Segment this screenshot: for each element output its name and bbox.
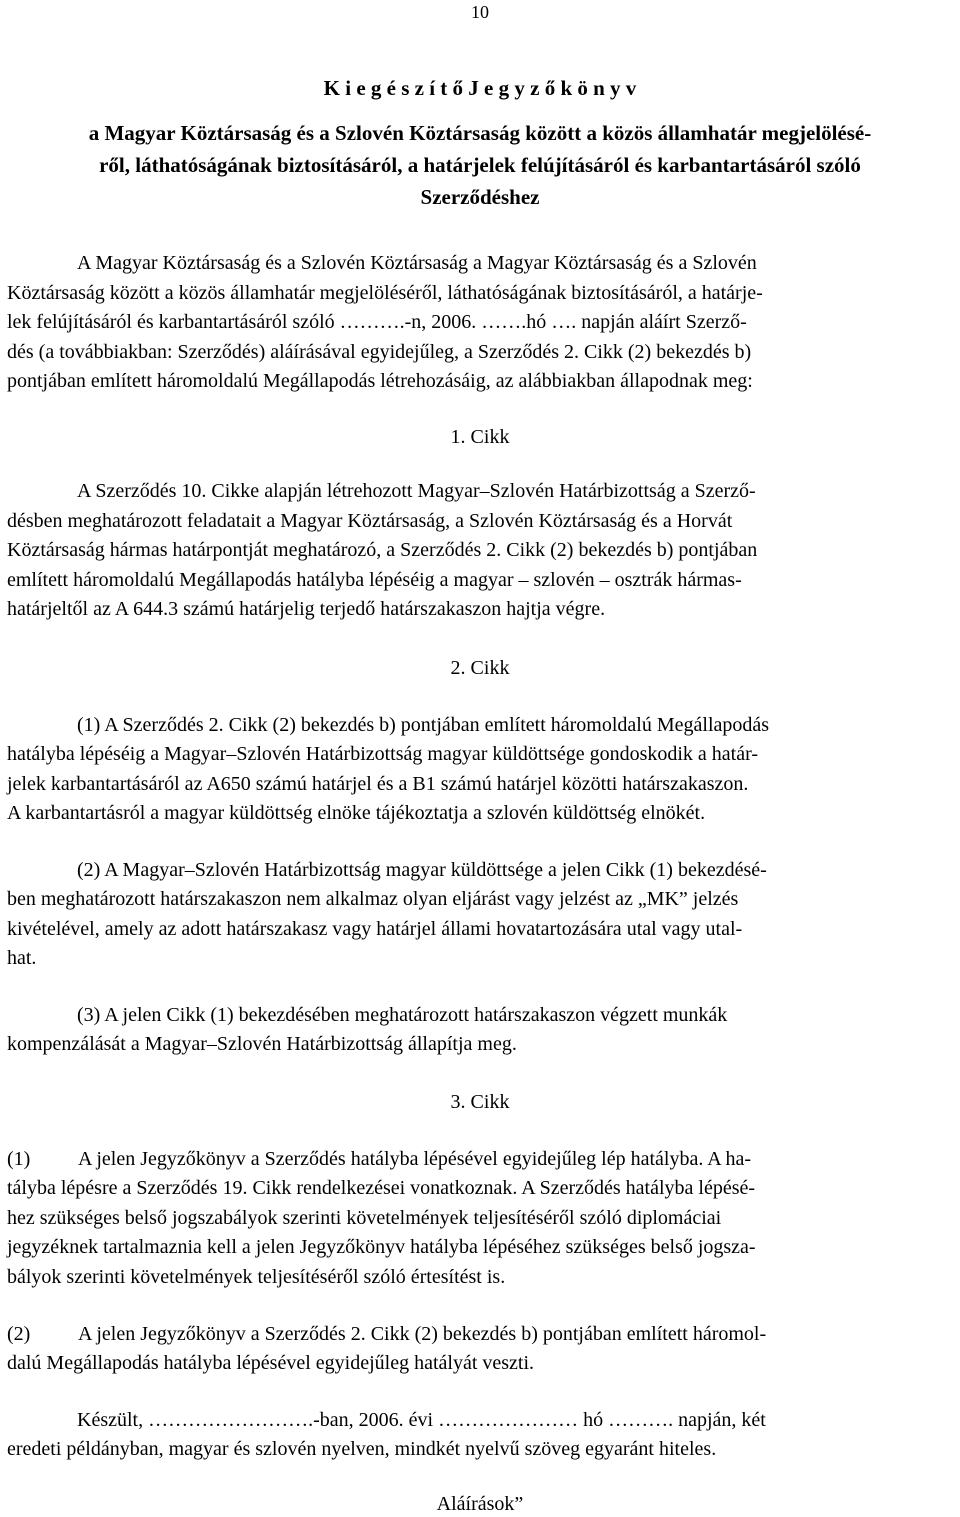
article-line: bályok szerinti követelmények teljesítéséről szóló értesítést is. <box>7 1266 506 1288</box>
article-line: Köztársaság hármas határpontját meghatározó, a Szerződés 2. Cikk (2) bekezdés b) pontjában <box>7 539 758 561</box>
article-line: A karbantartásról a magyar küldöttség elnöke tájékoztatja a szlovén küldöttség elnökét. <box>7 802 706 824</box>
preamble-line: Köztársaság között a közös államhatár megjelöléséről, láthatóságának biztosításáról, a határje- <box>7 282 763 304</box>
preamble-line: A Magyar Köztársaság és a Szlovén Köztársaság a Magyar Köztársaság és a Szlovén <box>77 252 757 274</box>
document-title: K i e g é s z í t ő J e g y z ő k ö n y v <box>323 76 637 100</box>
signatures-label: Aláírások” <box>436 1493 524 1515</box>
article-line: hez szükséges belső jogszabályok szerinti követelmények teljesítéséről szóló diplomáciai <box>7 1207 722 1229</box>
page-number: 10 <box>471 2 489 22</box>
article-line: hat. <box>7 947 37 969</box>
article-line: jegyzéknek tartalmaznia kell a jelen Jegyzőkönyv hatályba lépéséhez szükséges belső jogsza- <box>7 1236 756 1258</box>
subtitle-line: ről, láthatóságának biztosításáról, a határjelek felújításáról és karbantartásáról szóló <box>99 153 861 177</box>
paragraph-number: (1) <box>7 1148 31 1170</box>
article-line: említett háromoldalú Megállapodás hatályba lépéséig a magyar – szlovén – osztrák hármas- <box>7 569 742 591</box>
article-line: tályba lépésre a Szerződés 19. Cikk rendelkezései vonatkoznak. A Szerződés hatályba lépésé- <box>7 1177 756 1199</box>
article-line: jelek karbantartásáról az A650 számú határjel és a B1 számú határjel közötti határszakaszon. <box>7 773 749 795</box>
article-line: A jelen Jegyzőkönyv a Szerződés hatályba lépésével egyidejűleg lép hatályba. A ha- <box>78 1148 752 1170</box>
article-line: dalú Megállapodás hatályba lépésével egyidejűleg hatályát veszti. <box>7 1352 535 1374</box>
closing-line: Készült, …………………….-ban, 2006. évi ………………… hó ………. napján, két <box>77 1409 766 1431</box>
preamble-line: lek felújításáról és karbantartásáról szóló ……….-n, 2006. …….hó …. napján aláírt Szerző- <box>7 311 747 333</box>
paragraph-number: (2) <box>7 1323 31 1345</box>
preamble-line: dés (a továbbiakban: Szerződés) aláírásával egyidejűleg, a Szerződés 2. Cikk (2) bekezdés b) <box>7 341 752 363</box>
article-line: (1) A Szerződés 2. Cikk (2) bekezdés b) pontjában említett háromoldalú Megállapodás <box>77 714 770 736</box>
article-line: ben meghatározott határszakaszon nem alkalmaz olyan eljárást vagy jelzést az „MK” jelzés <box>7 888 739 910</box>
article-line: kivételével, amely az adott határszakasz vagy határjel állami hovatartozására utal vagy utal- <box>7 918 743 940</box>
article-line: hatályba lépéséig a Magyar–Szlovén Határbizottság magyar küldöttsége gondoskodik a határ- <box>7 743 759 765</box>
article-line: A Szerződés 10. Cikke alapján létrehozott Magyar–Szlovén Határbizottság a Szerző- <box>77 480 756 502</box>
article-line: határjeltől az A 644.3 számú határjelig terjedő határszakaszon hajtja végre. <box>7 598 606 620</box>
article-line: A jelen Jegyzőkönyv a Szerződés 2. Cikk (2) bekezdés b) pontjában említett háromol- <box>78 1323 767 1345</box>
subtitle-line: Szerződéshez <box>420 185 540 209</box>
article-line: désben meghatározott feladatait a Magyar Köztársaság, a Szlovén Köztársaság és a Horvát <box>7 510 733 532</box>
subtitle-line: a Magyar Köztársaság és a Szlovén Köztársaság között a közös államhatár megjelölésé- <box>88 121 872 145</box>
article-heading: 2. Cikk <box>450 657 510 679</box>
preamble-line: pontjában említett háromoldalú Megállapodás létrehozásáig, az alábbiakban állapodnak meg: <box>7 370 753 392</box>
article-line: kompenzálását a Magyar–Szlovén Határbizottság állapítja meg. <box>7 1033 517 1055</box>
article-heading: 1. Cikk <box>450 426 510 448</box>
closing-line: eredeti példányban, magyar és szlovén nyelven, mindkét nyelvű szöveg egyaránt hiteles. <box>7 1438 717 1460</box>
article-heading: 3. Cikk <box>450 1091 510 1113</box>
article-line: (2) A Magyar–Szlovén Határbizottság magyar küldöttsége a jelen Cikk (1) bekezdésé- <box>77 859 767 881</box>
article-line: (3) A jelen Cikk (1) bekezdésében meghatározott határszakaszon végzett munkák <box>77 1004 728 1026</box>
